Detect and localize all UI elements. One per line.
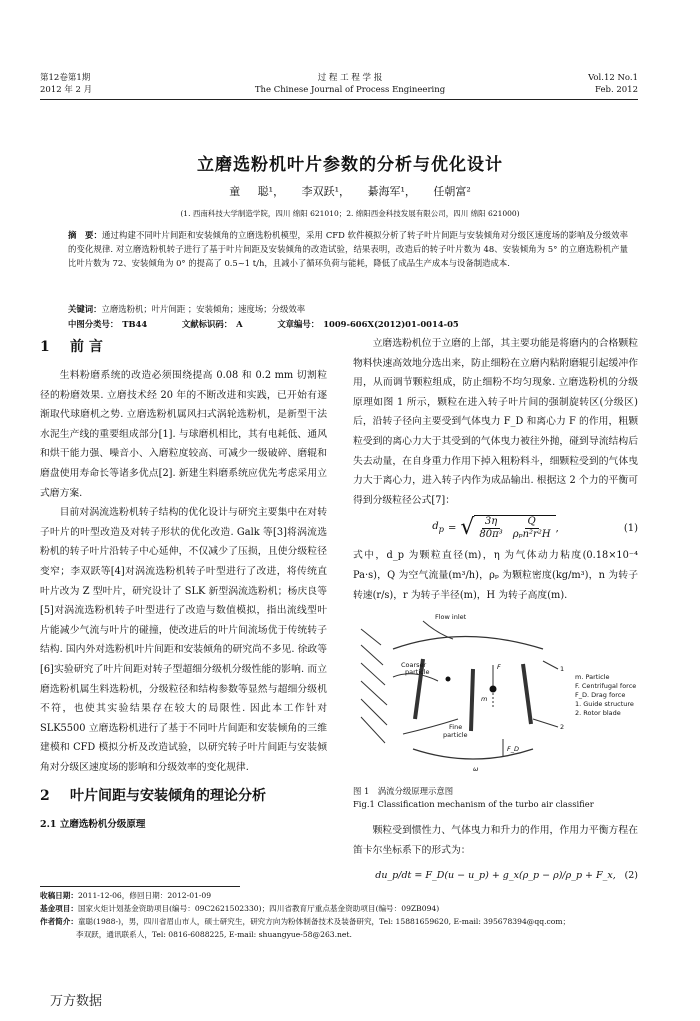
clc-code: 中图分类号： TB44: [68, 319, 148, 329]
footnote-rule: [40, 886, 240, 887]
article-number: 文章编号： 1009-606X(2012)01-0014-05: [277, 319, 459, 329]
guide-vane: [361, 663, 385, 685]
abstract: [68, 228, 628, 271]
issue-date: 2012 年 2 月: [40, 85, 93, 95]
classification-row: [68, 318, 491, 331]
section-2-heading: [40, 783, 327, 809]
footnote-fund: 基金项目：国家火炬计划基金资助项目(编号：09C2621502330)；四川省教育厅重点基金资助项目(编号：09ZB094): [40, 904, 440, 913]
legend-item: 1. Guide structure: [575, 700, 634, 709]
label-fine: Fine: [449, 723, 463, 732]
footnote-received: 收稿日期：2011-12-06，修回日期：2012-01-09: [40, 891, 212, 900]
volume-issue: 第12卷第1期: [40, 73, 91, 83]
label-coarser-particle: particle: [405, 668, 430, 677]
legend-item: F. Centrifugal force: [575, 682, 637, 691]
label-omega: ω: [473, 765, 479, 774]
equation-1: $d_p$ = √ $\frac{3\eta}{\text{80π³}}$ $\frac{Q}{\text{ρₚn²r²H}}$ , (1): [432, 515, 638, 541]
section-1-paragraph-2: 目前对涡流选粉机转子结构的优化设计与研究主要集中在对转子叶片的叶型改造及对转子形状的优化改造. Galk 等[3]将涡流选粉机的转子叶片沿转子中心延伸，不仅减少了压损，且使分级粒径变窄；李双跃等[4]对涡流选粉机转子叶型进行了改进，将传统直叶片改为 Z 型叶片，研究设计了 SLK 新型涡流选粉机；杨庆良等[5]对涡流选粉机转子叶型进行了改造与数值模拟，指出流线型叶片能减少气流与叶片的碰撞，使改进后的叶片间流场优于传统转子结构. 国内外对选粉机叶片间距和安装倾角的研究尚不多见. 徐政等[6]实验研究了叶片间距对转子型超细分级机分级性能的影响. 而立磨选粉机属生料选粉机，分级粒径和结构参数等显然与超细分级机不符，也使其实验结果存在较大的局限性. 因此本工作针对 SLK5500 立磨选粉机进行了基于不同叶片间距和安装倾角的三维建模和 CFD 模拟分析及改造试验，以研究转子叶片间距与安装倾角对分级区速度场的影响和分级效率的变化规律.: [40, 507, 327, 773]
right-column: [353, 334, 638, 890]
leader-line-1: [543, 661, 558, 669]
section-2-number: 2: [40, 788, 50, 805]
label-FD: F_D: [507, 745, 519, 754]
subsection-2-1-heading: 2.1 立磨选粉机分级原理: [40, 819, 146, 831]
footnote-author-2: 李双跃，通讯联系人，Tel: 0816-6088225, E-mail: shuangyue-58@263.net.: [76, 930, 352, 939]
affiliations: (1. 西南科技大学制造学院，四川 绵阳 621010；2. 绵阳西金科技发展有限公司，四川 绵阳 621000): [180, 209, 520, 218]
particle-dot: [490, 686, 497, 693]
section-1-heading: [40, 334, 327, 360]
label-m: m: [481, 695, 488, 704]
journal-name-en: The Chinese Journal of Process Engineering: [254, 85, 446, 95]
guide-vane: [361, 645, 383, 665]
right-paragraph-2: 式中，d_p 为颗粒直径(m)，η 为气体动力粘度(0.18×10⁻⁴ Pa·s)，Q 为空气流量(m³/h)，ρₚ 为颗粒密度(kg/m³)，n 为转子转速(r/s)，r 为转子半径(m)，H 为转子高度(m).: [353, 550, 638, 601]
footnote-author: 作者简介：童聪(1988-)，男，四川省眉山市人，硕士研究生，研究方向为粉体制备技术及装备研究，Tel: 15881659620, E-mail: 395678394@qq.com；: [40, 917, 571, 926]
label-flow-inlet: Flow inlet: [435, 613, 467, 622]
journal-name-cn: 过 程 工 程 学 报: [317, 73, 383, 83]
abstract-text: 通过构建不同叶片间距和安装倾角的立磨选粉机模型，采用 CFD 软件模拟分析了转子叶片间距与安装倾角对分级区速度场的影响及分级效率的变化规律. 对立磨选粉机转子进行了基于叶片间距及安装倾角的改造试验，结果表明，改造后的转子叶片数为 48、安装倾角为 5° 的立磨选粉机产量比叶片数为 72、安装倾角为 0° 的提高了 0.5~1 t/h，且减小了循环负荷与能耗，降低了成品生产成本与设备制造成本.: [68, 230, 628, 269]
legend-item: F_D. Drag force: [575, 691, 626, 700]
section-1-paragraph-1: 生料粉磨系统的改造必须围绕提高 0.08 和 0.2 mm 切割粒径的粉磨效果. 立磨技术经 20 年的不断改进和实践，已开始有逐渐取代球磨机之势. 立磨选粉机属风扫式涡轮选粉机，是新型干法水泥生产线的重要组成部分[1]. 与球磨机相比，其有电耗低、通风和烘干能力强、噪音小、入磨粒度较高、可减少一级破碎、磨辊和磨盘使用寿命长等诸多优点[2]. 新建生料磨系统应优先考虑采用立式磨方案.: [40, 370, 327, 499]
keywords-text: 立磨选粉机；叶片间距 ；安装倾角；速度场；分级效率: [101, 304, 306, 314]
keywords: [68, 303, 628, 316]
keywords-label: 关键词：: [68, 304, 102, 314]
section-1-number: 1: [40, 339, 50, 355]
label-coarser: Coarser: [401, 661, 427, 670]
journal-issue-en: [588, 72, 638, 96]
leader-line-2: [533, 719, 558, 727]
section-2-title: 叶片间距与安装倾角的理论分析: [70, 788, 266, 805]
classification-diagram: [353, 609, 638, 779]
label-2: 2: [560, 723, 565, 732]
equation-1-number: (1): [623, 522, 638, 534]
figure-1: [353, 609, 638, 779]
equation-2-body: du_p/dt = F_D(u − u_p) + g_x(ρ_p − ρ)/ρ_p + F_x,: [375, 869, 616, 881]
label-F: F: [497, 663, 501, 672]
figure-1-caption-en: Fig.1 Classification mechanism of the turbo air classifier: [353, 799, 594, 810]
eq1-lhs: $d_p$: [432, 521, 444, 535]
paper-title: 立磨选粉机叶片参数的分析与优化设计: [197, 155, 503, 175]
label-1: 1: [560, 665, 565, 674]
section-1-title: 前 言: [70, 339, 103, 355]
authors: 童 聪¹， 李双跃¹， 綦海军¹， 任朝富²: [229, 185, 471, 198]
volume-issue-en: Vol.12 No.1: [588, 73, 638, 83]
doc-code: 文献标识码： A: [181, 319, 243, 329]
equation-2-number: (2): [624, 869, 638, 881]
guide-vane: [361, 681, 387, 705]
figure-1-caption-cn: 图 1 涡流分级原理示意图: [353, 786, 454, 797]
rotor-outer-arc: [393, 637, 543, 650]
eq1-sqrt: √ $\frac{3\eta}{\text{80π³}}$ $\frac{Q}{\text{ρₚn²r²H}}$: [460, 515, 555, 541]
issue-date-en: Feb. 2012: [595, 85, 638, 95]
guide-vane: [361, 717, 385, 743]
label-fine-particle: particle: [443, 731, 468, 740]
abstract-label: 摘 要：: [68, 230, 103, 240]
legend-item: 2. Rotor blade: [575, 709, 621, 718]
flow-inlet-arrow: [423, 621, 453, 639]
right-paragraph-1: 立磨选粉机位于立磨的上部，其主要功能是将磨内的合格颗粒物料快速高效地分选出来，防止细粉在立磨内粘附磨辊引起缓冲作用，从而调节颗粒组成，防止细粉不均匀现象. 立磨选粉机的分级原理如图 1 所示，颗粒在进入转子叶片间的强制旋转区(分级区)后，沿转子径向主要受到气体曳力 F_D 和离心力 F 的作用，粗颗粒受到的离心力大于其受到的气体曳力被往外抛，碰到导流结构后失去动量，在自身重力作用下掉入粗粉料斗，细颗粒受到的气体曳力大于离心力，进入转子内作为成品输出. 根据这 2 个力的平衡可得到分级粒径公式[7]：: [353, 338, 638, 506]
left-column: [40, 334, 327, 835]
equation-2: [353, 860, 638, 890]
coarse-particle-dot: [446, 677, 451, 682]
watermark: 万方数据: [50, 994, 103, 1009]
header-rule: [40, 99, 638, 100]
rotor-blade: [523, 664, 531, 724]
right-paragraph-3: 颗粒受到惯性力、气体曳力和升力的作用，作用力平衡方程在笛卡尔坐标系下的形式为：: [353, 825, 638, 856]
legend-item: m. Particle: [575, 673, 610, 682]
rotor-blade: [471, 669, 473, 731]
guide-vane: [361, 629, 381, 645]
